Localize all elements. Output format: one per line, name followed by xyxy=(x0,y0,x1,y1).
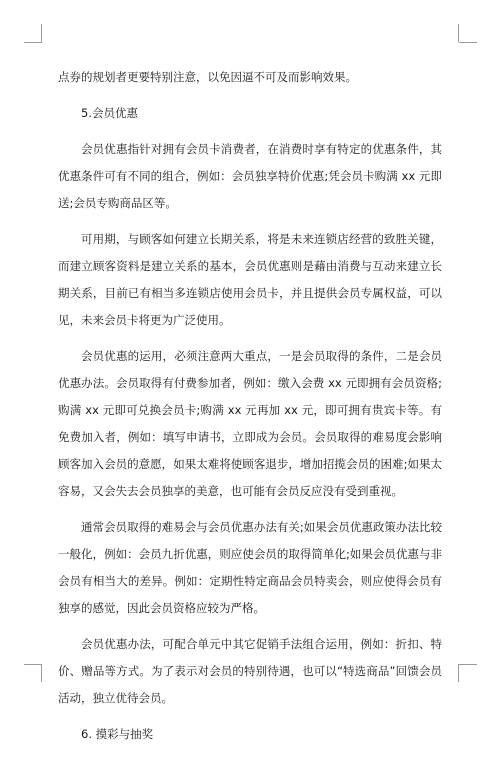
section-heading-member-discount: 5.会员优惠 xyxy=(81,106,138,120)
paragraph: 可用期，与顾客如何建立长期关系，将是未来连锁店经营的致胜关键，而建立顾客资料是建立关系的基本，会员优惠则是藉由消费与互动来建立长期关系，目前已有相当多连锁店使用会员卡，并且提供会员专属权益，可以见，未来会员卡将更为广泛使用。 xyxy=(58,232,442,327)
paragraph-continuation: 点券的规划者更要特别注意，以免因逼不可及而影响效果。 xyxy=(58,70,357,84)
document-body xyxy=(58,64,442,757)
crop-mark-top-left-horizontal xyxy=(24,42,42,43)
crop-mark-top-right-vertical xyxy=(458,24,459,42)
paragraph: 会员优惠的运用，必须注意两大重点，一是会员取得的条件，二是会员优惠办法。会员取得有付费参加者，例如：缴入会费 xx 元即拥有会员资格;购满 xx 元即可兑换会员卡;购满 xx 元再加 xx 元，即可拥有贵宾卡等。有免费加入者，例如：填写申请书，立即成为会员。会员取得的难易度会影响顾客加入会员的意愿，如果太难将使顾客退步，增加招揽会员的困难;如果太容易，又会失去会员独享的美意，也可能有会员反应没有受到重视。 xyxy=(58,349,442,498)
crop-mark-bottom-right-vertical xyxy=(458,664,459,682)
crop-mark-bottom-right-horizontal xyxy=(459,664,477,665)
crop-mark-top-left-vertical xyxy=(41,24,42,42)
crop-mark-bottom-left-vertical xyxy=(41,664,42,682)
crop-mark-bottom-left-horizontal xyxy=(24,664,42,665)
paragraph: 通常会员取得的难易会与会员优惠办法有关;如果会员优惠政策办法比较一般化，例如：会员九折优惠，则应使会员的取得简单化;如果会员优惠与非会员有相当大的差异。例如：定期性特定商品会员特卖会，则应使得会员有独享的感觉，因此会员资格应较为严格。 xyxy=(58,520,442,615)
section-heading-lottery: 6. 摸彩与抽奖 xyxy=(81,727,154,741)
paragraph: 会员优惠指针对拥有会员卡消费者，在消费时享有特定的优惠条件，其优惠条件可有不同的组合，例如：会员独享特价优惠;凭会员卡购满 xx 元即送;会员专购商品区等。 xyxy=(58,142,442,210)
crop-mark-top-right-horizontal xyxy=(459,42,477,43)
paragraph: 会员优惠办法，可配合单元中其它促销手法组合运用，例如：折扣、特价、赠品等方式。为了表示对会员的特别待遇，也可以“特选商品”回馈会员活动，独立优待会员。 xyxy=(58,637,442,705)
